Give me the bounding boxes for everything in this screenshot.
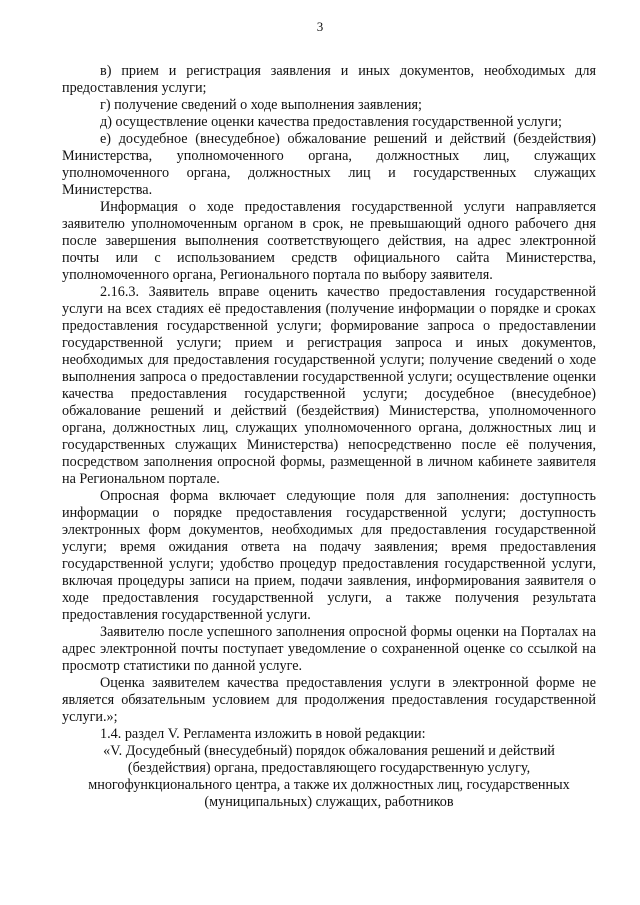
document-body — [62, 63, 596, 811]
list-item-g: г) получение сведений о ходе выполнения заявления; — [100, 97, 422, 113]
paragraph-survey-form: Опросная форма включает следующие поля для заполнения: доступность информации о порядке предоставления государственной услуги; доступность электронных форм документов, необходимых для предоставления государственной услуги; время ожидания ответа на подачу заявления; время предоставления государственной услуги; удобство процедур предоставления государственной услуги, включая процедуры записи на прием, подачи заявления, информирования заявителя о ходе предоставления государственной услуги, а также получения результата предоставления государственной услуги. — [62, 488, 596, 623]
list-item-e: е) досудебное (внесудебное) обжалование решений и действий (бездействия) Министерства, уполномоченного органа, должностных лиц, служащих уполномоченного органа, должностных лиц и государственных служащих Министерства. — [62, 131, 596, 198]
list-item-d: д) осуществление оценки качества предоставления государственной услуги; — [100, 114, 562, 130]
paragraph-1-4: 1.4. раздел V. Регламента изложить в новой редакции: — [100, 726, 426, 742]
section-v-heading: «V. Досудебный (внесудебный) порядок обжалования решений и действий (бездействия) органа, предоставляющего государственную услугу, многофункционального центра, а также их должностных лиц, государственных (муниципальных) служащих, работников — [88, 743, 570, 810]
paragraph-progress-info: Информация о ходе предоставления государственной услуги направляется заявителю уполномоченным органом в срок, не превышающий одного рабочего дня после завершения выполнения соответствующего действия, на адрес электронной почты или с использованием средств официального сайта Министерства, уполномоченного органа, Регионального портала по выбору заявителя. — [62, 199, 596, 283]
list-item-v: в) прием и регистрация заявления и иных документов, необходимых для предоставления услуги; — [62, 63, 596, 96]
paragraph-notification: Заявителю после успешного заполнения опросной формы оценки на Порталах на адрес электронной почты поступает уведомление о сохраненной оценке со ссылкой на просмотр статистики по данной услуге. — [62, 624, 596, 674]
paragraph-2-16-3: 2.16.3. Заявитель вправе оценить качество предоставления государственной услуги на всех стадиях её предоставления (получение информации о порядке и сроках предоставления государственной услуги; формирование запроса о предоставлении государственной услуги; прием и регистрация запроса и иных документов, необходимых для предоставления государственной услуги; получение сведений о ходе выполнения запроса о предоставлении государственной услуги; осуществление оценки качества предоставления государственной услуги; досудебное (внесудебное) обжалование решений и действий (бездействия) Министерства, уполномоченного органа, должностных лиц, служащих уполномоченного органа, должностных лиц и государственных служащих Министерства) непосредственно после её получения, посредством заполнения опросной формы, размещенной в личном кабинете заявителя на Региональном портале. — [62, 284, 596, 487]
page-number: 3 — [316, 19, 324, 34]
paragraph-assessment-optional: Оценка заявителем качества предоставления услуги в электронной форме не является обязательным условием для продолжения предоставления государственной услуги.»; — [62, 675, 596, 725]
